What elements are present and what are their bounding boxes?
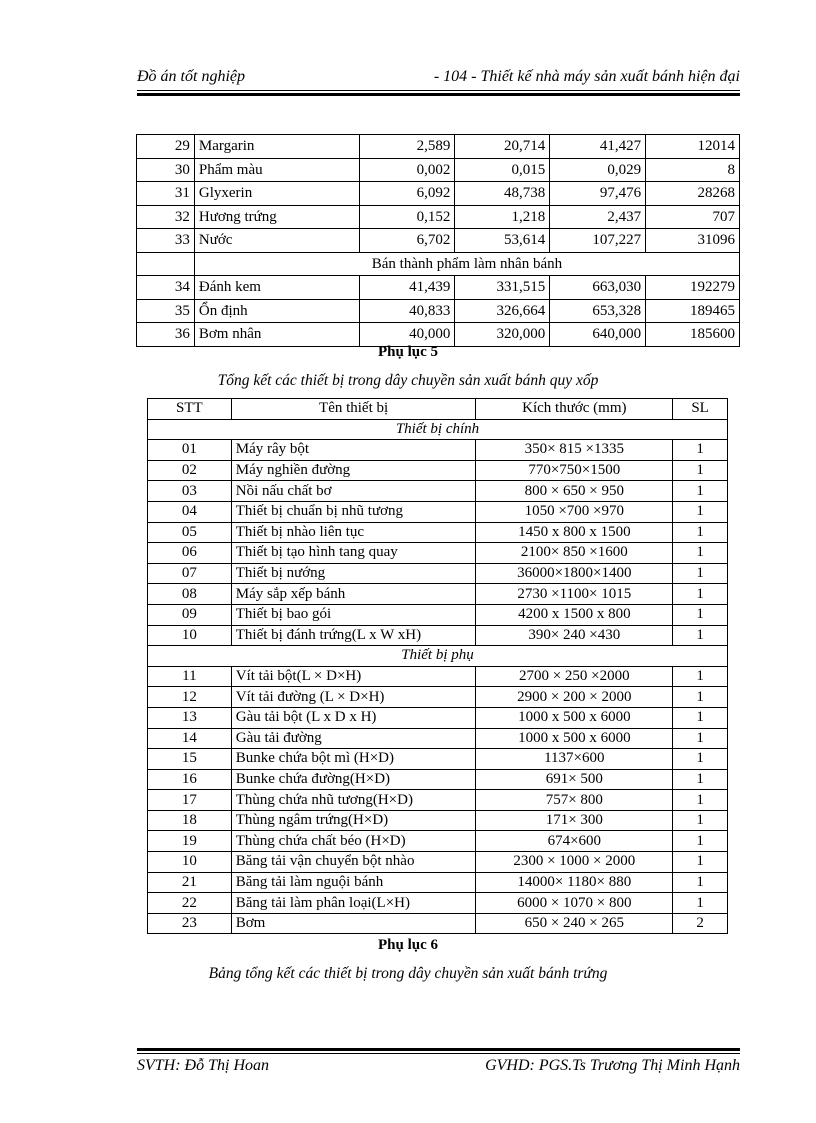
cell-size: 36000×1800×1400	[476, 563, 673, 584]
table-row	[148, 460, 728, 481]
table-row	[137, 252, 740, 276]
cell-size: 2900 × 200 × 2000	[476, 687, 673, 708]
cell-value: 189465	[646, 299, 740, 323]
cell-name: Vít tải đường (L × D×H)	[231, 687, 476, 708]
cell-value: 1,218	[455, 205, 550, 229]
cell-sl: 1	[673, 563, 728, 584]
cell-sl: 1	[673, 604, 728, 625]
cell-stt: 13	[148, 707, 232, 728]
cell-stt: 14	[148, 728, 232, 749]
cell-value: 185600	[646, 323, 740, 347]
table-row	[148, 584, 728, 605]
cell-value: 192279	[646, 276, 740, 300]
cell-stt: 07	[148, 563, 232, 584]
cell-name: Bơm	[231, 913, 476, 934]
table-row	[148, 440, 728, 461]
cell-name: Thùng ngâm trứng(H×D)	[231, 810, 476, 831]
cell-name: Ổn định	[194, 299, 359, 323]
cell-sl: 1	[673, 440, 728, 461]
equipment-table	[147, 398, 728, 934]
cell-size: 691× 500	[476, 769, 673, 790]
appendix5-title: Phụ lục 5	[377, 344, 438, 360]
header-right: - 104 - Thiết kế nhà máy sản xuất bánh hiện đại	[433, 68, 740, 85]
cell-value: 40,833	[359, 299, 455, 323]
cell-size: 14000× 1180× 880	[476, 872, 673, 893]
table-row	[137, 299, 740, 323]
header-name: Tên thiết bị	[231, 399, 476, 420]
cell-name: Thùng chứa nhũ tương(H×D)	[231, 790, 476, 811]
cell-value: 6,092	[359, 182, 455, 206]
cell-value: 41,439	[359, 276, 455, 300]
section-aux: Thiết bị phụ	[148, 646, 728, 667]
cell-stt: 16	[148, 769, 232, 790]
cell-stt: 32	[137, 205, 195, 229]
cell-name: Thiết bị nướng	[231, 563, 476, 584]
header-left: Đồ án tốt nghiệp	[137, 68, 245, 85]
section-main: Thiết bị chính	[148, 419, 728, 440]
cell-size: 674×600	[476, 831, 673, 852]
cell-stt: 10	[148, 852, 232, 873]
cell-name: Thiết bị chuẩn bị nhũ tương	[231, 501, 476, 522]
cell-sl: 2	[673, 913, 728, 934]
appendix6-title: Phụ lục 6	[377, 937, 438, 953]
cell-name: Bơm nhân	[194, 323, 359, 347]
cell-sl: 1	[673, 625, 728, 646]
table-row	[148, 913, 728, 934]
cell-stt: 29	[137, 135, 195, 159]
cell-stt: 31	[137, 182, 195, 206]
cell-name: Thùng chứa chất béo (H×D)	[231, 831, 476, 852]
cell-sl: 1	[673, 707, 728, 728]
cell-stt: 35	[137, 299, 195, 323]
cell-name: Margarin	[194, 135, 359, 159]
table-row	[148, 769, 728, 790]
cell-sl: 1	[673, 666, 728, 687]
cell-stt: 19	[148, 831, 232, 852]
cell-size: 1000 x 500 x 6000	[476, 728, 673, 749]
cell-name: Phẩm màu	[194, 158, 359, 182]
table-row	[148, 790, 728, 811]
table-row	[148, 666, 728, 687]
table-row	[148, 749, 728, 770]
cell-value: 653,328	[550, 299, 646, 323]
cell-name: Thiết bị đánh trứng(L x W xH)	[231, 625, 476, 646]
cell-value: 6,702	[359, 229, 455, 253]
cell-sl: 1	[673, 749, 728, 770]
cell-size: 1450 x 800 x 1500	[476, 522, 673, 543]
cell-name: Băng tải làm nguội bánh	[231, 872, 476, 893]
cell-sl: 1	[673, 501, 728, 522]
cell-stt: 15	[148, 749, 232, 770]
cell-name: Vít tải bột(L × D×H)	[231, 666, 476, 687]
cell-value: 0,152	[359, 205, 455, 229]
cell-name: Thiết bị bao gói	[231, 604, 476, 625]
table-row	[148, 893, 728, 914]
cell-value: 53,614	[455, 229, 550, 253]
cell-sl: 1	[673, 810, 728, 831]
cell-name: Bunke chứa đường(H×D)	[231, 769, 476, 790]
cell-sl: 1	[673, 543, 728, 564]
cell-value: 40,000	[359, 323, 455, 347]
table-row	[137, 276, 740, 300]
appendix6-subtitle: Bảng tổng kết các thiết bị trong dây chuyền sản xuất bánh trứng	[208, 965, 608, 982]
table-row	[148, 543, 728, 564]
footer-rule-thick	[137, 1048, 740, 1051]
cell-size: 171× 300	[476, 810, 673, 831]
cell-value: 97,476	[550, 182, 646, 206]
cell-value: 331,515	[455, 276, 550, 300]
cell-name: Bunke chứa bột mì (H×D)	[231, 749, 476, 770]
table-header-row	[148, 399, 728, 420]
cell-name: Máy rây bột	[231, 440, 476, 461]
cell-stt: 10	[148, 625, 232, 646]
cell-sl: 1	[673, 790, 728, 811]
page-footer	[137, 1057, 740, 1077]
cell-sl: 1	[673, 728, 728, 749]
cell-stt: 01	[148, 440, 232, 461]
table-row	[148, 810, 728, 831]
cell-name: Nồi nấu chất bơ	[231, 481, 476, 502]
cell-size: 2100× 850 ×1600	[476, 543, 673, 564]
cell-size: 350× 815 ×1335	[476, 440, 673, 461]
table-row	[148, 707, 728, 728]
cell-value: 0,029	[550, 158, 646, 182]
cell-stt: 03	[148, 481, 232, 502]
cell-stt: 21	[148, 872, 232, 893]
table-row	[137, 182, 740, 206]
cell-sl: 1	[673, 893, 728, 914]
cell-sl: 1	[673, 584, 728, 605]
cell-stt: 23	[148, 913, 232, 934]
cell-stt: 08	[148, 584, 232, 605]
table-row	[148, 563, 728, 584]
table-row	[148, 419, 728, 440]
cell-size: 1137×600	[476, 749, 673, 770]
cell-size: 1050 ×700 ×970	[476, 501, 673, 522]
cell-sl: 1	[673, 481, 728, 502]
cell-size: 6000 × 1070 × 800	[476, 893, 673, 914]
table-row	[148, 604, 728, 625]
cell-stt: 33	[137, 229, 195, 253]
cell-value: 28268	[646, 182, 740, 206]
cell-value: 663,030	[550, 276, 646, 300]
table-row	[148, 872, 728, 893]
cell-size: 1000 x 500 x 6000	[476, 707, 673, 728]
cell-stt: 36	[137, 323, 195, 347]
cell-name: Nước	[194, 229, 359, 253]
cell-value: 41,427	[550, 135, 646, 159]
cell-size: 390× 240 ×430	[476, 625, 673, 646]
cell-size: 757× 800	[476, 790, 673, 811]
cell-value: 8	[646, 158, 740, 182]
cell-size: 2730 ×1100× 1015	[476, 584, 673, 605]
table-row	[137, 135, 740, 159]
cell-sl: 1	[673, 460, 728, 481]
cell-name: Thiết bị tạo hình tang quay	[231, 543, 476, 564]
cell-stt: 02	[148, 460, 232, 481]
cell-value: 20,714	[455, 135, 550, 159]
cell-name: Máy sắp xếp bánh	[231, 584, 476, 605]
cell-size: 2700 × 250 ×2000	[476, 666, 673, 687]
cell-value: 2,437	[550, 205, 646, 229]
cell-size: 800 × 650 × 950	[476, 481, 673, 502]
section-label: Bán thành phẩm làm nhân bánh	[194, 252, 739, 276]
cell-stt: 05	[148, 522, 232, 543]
table-row	[148, 728, 728, 749]
cell-value: 326,664	[455, 299, 550, 323]
cell-name: Băng tải vận chuyển bột nhào	[231, 852, 476, 873]
table-row	[137, 229, 740, 253]
cell-value: 640,000	[550, 323, 646, 347]
cell-value: 31096	[646, 229, 740, 253]
cell-value: 107,227	[550, 229, 646, 253]
cell-name: Gàu tải bột (L x D x H)	[231, 707, 476, 728]
cell-value: 707	[646, 205, 740, 229]
cell-value: 12014	[646, 135, 740, 159]
table-row	[148, 831, 728, 852]
header-rule-thick	[137, 93, 740, 96]
cell-stt: 11	[148, 666, 232, 687]
footer-left: SVTH: Đỗ Thị Hoan	[137, 1057, 270, 1074]
cell-stt: 18	[148, 810, 232, 831]
table-row	[148, 625, 728, 646]
cell-stt: 30	[137, 158, 195, 182]
cell-stt: 17	[148, 790, 232, 811]
table-row	[148, 522, 728, 543]
table-row	[137, 158, 740, 182]
cell-size: 4200 x 1500 x 800	[476, 604, 673, 625]
cell-stt: 04	[148, 501, 232, 522]
table-row	[148, 501, 728, 522]
cell-name: Thiết bị nhào liên tục	[231, 522, 476, 543]
table-row	[148, 646, 728, 667]
table-row	[148, 852, 728, 873]
cell-value: 0,015	[455, 158, 550, 182]
cell-size: 2300 × 1000 × 2000	[476, 852, 673, 873]
cell-name: Gàu tải đường	[231, 728, 476, 749]
cell-stt: 12	[148, 687, 232, 708]
cell-value: 320,000	[455, 323, 550, 347]
cell-sl: 1	[673, 872, 728, 893]
cell-name: Đánh kem	[194, 276, 359, 300]
appendix5-subtitle: Tổng kết các thiết bị trong dây chuyền sản xuất bánh quy xốp	[217, 372, 599, 389]
cell-size: 650 × 240 × 265	[476, 913, 673, 934]
page-header	[137, 68, 740, 88]
header-rule-thin	[137, 90, 740, 91]
cell-value: 2,589	[359, 135, 455, 159]
table-row	[148, 481, 728, 502]
footer-right: GVHD: PGS.Ts Trương Thị Minh Hạnh	[485, 1057, 740, 1074]
cell-stt: 22	[148, 893, 232, 914]
cell-sl: 1	[673, 852, 728, 873]
cell-value: 48,738	[455, 182, 550, 206]
cell-sl: 1	[673, 831, 728, 852]
table-row	[137, 205, 740, 229]
cell-name: Glyxerin	[194, 182, 359, 206]
cell-size: 770×750×1500	[476, 460, 673, 481]
cell-stt: 09	[148, 604, 232, 625]
cell-sl: 1	[673, 687, 728, 708]
cell-sl: 1	[673, 769, 728, 790]
cell-sl: 1	[673, 522, 728, 543]
cell-value: 0,002	[359, 158, 455, 182]
cell-name: Hương trứng	[194, 205, 359, 229]
cell-name: Máy nghiền đường	[231, 460, 476, 481]
table-row	[148, 687, 728, 708]
header-sl: SL	[673, 399, 728, 420]
cell-stt: 06	[148, 543, 232, 564]
ingredients-table	[136, 134, 740, 347]
cell-stt: 34	[137, 276, 195, 300]
header-stt: STT	[148, 399, 232, 420]
header-size: Kích thước (mm)	[476, 399, 673, 420]
table-row	[137, 323, 740, 347]
cell-name: Băng tải làm phân loại(L×H)	[231, 893, 476, 914]
footer-rule-thin	[137, 1053, 740, 1054]
